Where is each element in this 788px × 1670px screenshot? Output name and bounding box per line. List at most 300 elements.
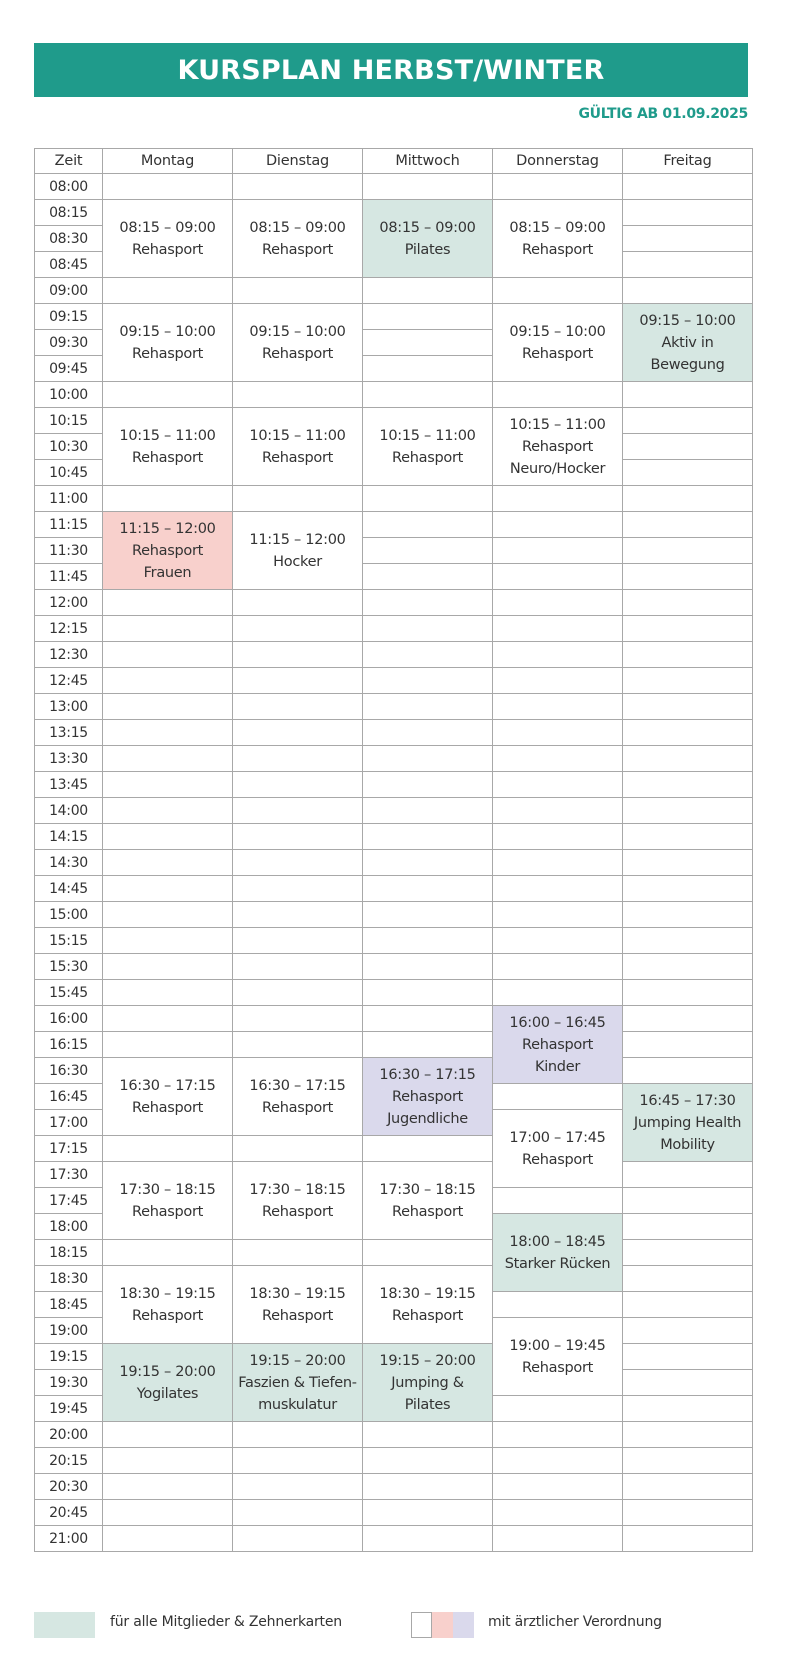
- time-label: 15:30: [34, 953, 103, 980]
- slot-mittwoch: [362, 797, 493, 824]
- course-name: Rehasport: [262, 241, 333, 258]
- slot-mittwoch: [362, 1525, 493, 1552]
- slot-donnerstag: [492, 563, 623, 590]
- slot-montag: [102, 693, 233, 720]
- slot-mittwoch: [362, 537, 493, 564]
- slot-freitag: [622, 1161, 753, 1188]
- slot-dienstag: [232, 693, 363, 720]
- slot-freitag: [622, 199, 753, 226]
- slot-montag: [102, 589, 233, 616]
- course-time: 19:15 – 20:00: [379, 1352, 476, 1369]
- slot-mittwoch: [362, 1499, 493, 1526]
- course-time: 08:15 – 09:00: [379, 219, 476, 236]
- slot-freitag: [622, 485, 753, 512]
- slot-mittwoch: [362, 589, 493, 616]
- slot-donnerstag: [492, 979, 623, 1006]
- time-label: 11:45: [34, 563, 103, 590]
- course-name: Rehasport: [132, 241, 203, 258]
- slot-mittwoch: [362, 953, 493, 980]
- course-name: muskulatur: [258, 1396, 337, 1413]
- course-time: 11:15 – 12:00: [119, 520, 216, 537]
- time-label: 20:30: [34, 1473, 103, 1500]
- time-label: 15:15: [34, 927, 103, 954]
- slot-mittwoch: [362, 277, 493, 304]
- slot-dienstag: [232, 771, 363, 798]
- course-name: Rehasport: [522, 438, 593, 455]
- slot-freitag: [622, 927, 753, 954]
- course-donnerstag: [492, 1213, 623, 1292]
- slot-dienstag: [232, 277, 363, 304]
- slot-mittwoch: [362, 875, 493, 902]
- slot-donnerstag: [492, 901, 623, 928]
- time-label: 11:00: [34, 485, 103, 512]
- slot-mittwoch: [362, 1135, 493, 1162]
- slot-mittwoch: [362, 667, 493, 694]
- course-name: Rehasport: [522, 241, 593, 258]
- slot-mittwoch: [362, 693, 493, 720]
- course-montag: [102, 199, 233, 278]
- course-name: Rehasport: [262, 449, 333, 466]
- slot-donnerstag: [492, 1395, 623, 1422]
- course-name: Rehasport: [522, 345, 593, 362]
- slot-montag: [102, 875, 233, 902]
- course-name: Rehasport: [262, 1307, 333, 1324]
- course-time: 16:30 – 17:15: [119, 1077, 216, 1094]
- time-label: 17:00: [34, 1109, 103, 1136]
- course-name: Aktiv in: [661, 334, 714, 351]
- course-montag: [102, 1057, 233, 1136]
- slot-freitag: [622, 1525, 753, 1552]
- course-name: Rehasport: [522, 1036, 593, 1053]
- course-montag: [102, 1343, 233, 1422]
- time-label: 19:45: [34, 1395, 103, 1422]
- slot-freitag: [622, 511, 753, 538]
- course-name: Jugendliche: [387, 1110, 468, 1127]
- slot-mittwoch: [362, 303, 493, 330]
- slot-donnerstag: [492, 771, 623, 798]
- slot-mittwoch: [362, 1031, 493, 1058]
- slot-mittwoch: [362, 771, 493, 798]
- slot-montag: [102, 953, 233, 980]
- course-donnerstag: [492, 407, 623, 486]
- slot-montag: [102, 849, 233, 876]
- course-mittwoch: [362, 1343, 493, 1422]
- legend-prescription-label: mit ärztlicher Verordnung: [488, 1614, 662, 1630]
- course-montag: [102, 511, 233, 590]
- course-time: 10:15 – 11:00: [379, 427, 476, 444]
- slot-freitag: [622, 1057, 753, 1084]
- course-time: 09:15 – 10:00: [639, 312, 736, 329]
- slot-donnerstag: [492, 1525, 623, 1552]
- time-label: 08:30: [34, 225, 103, 252]
- course-name: Rehasport: [132, 1099, 203, 1116]
- course-time: 19:15 – 20:00: [119, 1363, 216, 1380]
- slot-dienstag: [232, 1135, 363, 1162]
- slot-mittwoch: [362, 1473, 493, 1500]
- slot-freitag: [622, 823, 753, 850]
- time-label: 08:45: [34, 251, 103, 278]
- slot-freitag: [622, 563, 753, 590]
- course-time: 16:00 – 16:45: [509, 1014, 606, 1031]
- legend-swatch-members: [34, 1612, 95, 1638]
- course-freitag: [622, 1083, 753, 1162]
- time-label: 10:30: [34, 433, 103, 460]
- slot-montag: [102, 771, 233, 798]
- slot-dienstag: [232, 719, 363, 746]
- course-donnerstag: [492, 199, 623, 278]
- course-name: Rehasport: [392, 1307, 463, 1324]
- course-dienstag: [232, 511, 363, 590]
- course-dienstag: [232, 199, 363, 278]
- slot-mittwoch: [362, 485, 493, 512]
- slot-donnerstag: [492, 849, 623, 876]
- schedule-grid: [34, 148, 758, 1559]
- slot-mittwoch: [362, 979, 493, 1006]
- time-label: 13:45: [34, 771, 103, 798]
- slot-montag: [102, 485, 233, 512]
- course-time: 10:15 – 11:00: [119, 427, 216, 444]
- slot-freitag: [622, 537, 753, 564]
- slot-montag: [102, 173, 233, 200]
- course-name: Pilates: [404, 1396, 451, 1413]
- slot-montag: [102, 1421, 233, 1448]
- course-name: Yogilates: [136, 1385, 199, 1402]
- slot-freitag: [622, 251, 753, 278]
- slot-freitag: [622, 1005, 753, 1032]
- course-mittwoch: [362, 1057, 493, 1136]
- time-label: 17:15: [34, 1135, 103, 1162]
- slot-montag: [102, 927, 233, 954]
- course-name: Rehasport: [132, 542, 203, 559]
- course-name: Rehasport: [262, 1203, 333, 1220]
- course-name: Jumping &: [391, 1374, 464, 1391]
- slot-dienstag: [232, 823, 363, 850]
- slot-dienstag: [232, 1421, 363, 1448]
- slot-donnerstag: [492, 589, 623, 616]
- slot-montag: [102, 1031, 233, 1058]
- time-label: 20:15: [34, 1447, 103, 1474]
- legend-swatch-lavender: [453, 1612, 474, 1638]
- slot-freitag: [622, 1265, 753, 1292]
- slot-freitag: [622, 173, 753, 200]
- slot-dienstag: [232, 485, 363, 512]
- slot-donnerstag: [492, 615, 623, 642]
- slot-montag: [102, 823, 233, 850]
- slot-montag: [102, 1499, 233, 1526]
- time-label: 15:00: [34, 901, 103, 928]
- course-montag: [102, 303, 233, 382]
- course-donnerstag: [492, 1005, 623, 1084]
- time-label: 19:30: [34, 1369, 103, 1396]
- course-name: Mobility: [660, 1136, 715, 1153]
- course-name: Faszien & Tiefen-: [238, 1374, 357, 1391]
- slot-montag: [102, 797, 233, 824]
- time-label: 20:45: [34, 1499, 103, 1526]
- slot-dienstag: [232, 615, 363, 642]
- time-label: 13:15: [34, 719, 103, 746]
- slot-freitag: [622, 615, 753, 642]
- slot-mittwoch: [362, 355, 493, 382]
- slot-freitag: [622, 1239, 753, 1266]
- slot-dienstag: [232, 173, 363, 200]
- slot-freitag: [622, 277, 753, 304]
- slot-freitag: [622, 641, 753, 668]
- slot-montag: [102, 745, 233, 772]
- slot-dienstag: [232, 667, 363, 694]
- slot-dienstag: [232, 901, 363, 928]
- slot-montag: [102, 381, 233, 408]
- course-name: Rehasport: [392, 449, 463, 466]
- slot-dienstag: [232, 1239, 363, 1266]
- slot-donnerstag: [492, 1499, 623, 1526]
- time-label: 15:45: [34, 979, 103, 1006]
- time-label: 21:00: [34, 1525, 103, 1552]
- slot-dienstag: [232, 1005, 363, 1032]
- slot-freitag: [622, 1213, 753, 1240]
- header-freitag: Freitag: [622, 148, 753, 174]
- slot-freitag: [622, 745, 753, 772]
- course-name: Rehasport: [132, 1307, 203, 1324]
- time-label: 16:45: [34, 1083, 103, 1110]
- slot-dienstag: [232, 745, 363, 772]
- course-donnerstag: [492, 1317, 623, 1396]
- time-label: 12:00: [34, 589, 103, 616]
- slot-freitag: [622, 1395, 753, 1422]
- slot-freitag: [622, 433, 753, 460]
- course-dienstag: [232, 407, 363, 486]
- time-label: 09:45: [34, 355, 103, 382]
- course-name: Pilates: [404, 241, 451, 258]
- course-mittwoch: [362, 1265, 493, 1344]
- course-montag: [102, 407, 233, 486]
- time-label: 08:15: [34, 199, 103, 226]
- slot-donnerstag: [492, 173, 623, 200]
- slot-dienstag: [232, 953, 363, 980]
- course-name: Rehasport: [262, 1099, 333, 1116]
- time-label: 19:00: [34, 1317, 103, 1344]
- time-label: 14:30: [34, 849, 103, 876]
- course-time: 16:45 – 17:30: [639, 1092, 736, 1109]
- slot-montag: [102, 979, 233, 1006]
- course-time: 08:15 – 09:00: [249, 219, 346, 236]
- valid-from-label: GÜLTIG AB 01.09.2025: [578, 106, 748, 122]
- slot-donnerstag: [492, 1291, 623, 1318]
- course-dienstag: [232, 1343, 363, 1422]
- time-label: 13:00: [34, 693, 103, 720]
- page-title: KURSPLAN HERBST/WINTER: [34, 43, 748, 97]
- course-montag: [102, 1161, 233, 1240]
- slot-freitag: [622, 771, 753, 798]
- time-label: 17:30: [34, 1161, 103, 1188]
- slot-freitag: [622, 797, 753, 824]
- course-dienstag: [232, 1161, 363, 1240]
- slot-mittwoch: [362, 615, 493, 642]
- slot-mittwoch: [362, 719, 493, 746]
- time-label: 16:15: [34, 1031, 103, 1058]
- time-label: 13:30: [34, 745, 103, 772]
- slot-donnerstag: [492, 927, 623, 954]
- course-mittwoch: [362, 407, 493, 486]
- slot-mittwoch: [362, 849, 493, 876]
- course-time: 19:15 – 20:00: [249, 1352, 346, 1369]
- course-time: 17:00 – 17:45: [509, 1129, 606, 1146]
- slot-donnerstag: [492, 719, 623, 746]
- course-time: 08:15 – 09:00: [119, 219, 216, 236]
- course-montag: [102, 1265, 233, 1344]
- slot-mittwoch: [362, 563, 493, 590]
- slot-donnerstag: [492, 1421, 623, 1448]
- slot-dienstag: [232, 875, 363, 902]
- slot-mittwoch: [362, 823, 493, 850]
- slot-montag: [102, 719, 233, 746]
- header-time: Zeit: [34, 148, 103, 174]
- slot-freitag: [622, 849, 753, 876]
- course-time: 17:30 – 18:15: [249, 1181, 346, 1198]
- slot-montag: [102, 277, 233, 304]
- slot-freitag: [622, 459, 753, 486]
- course-name: Rehasport: [522, 1359, 593, 1376]
- slot-donnerstag: [492, 381, 623, 408]
- slot-donnerstag: [492, 693, 623, 720]
- slot-dienstag: [232, 797, 363, 824]
- slot-donnerstag: [492, 1083, 623, 1110]
- slot-dienstag: [232, 849, 363, 876]
- slot-freitag: [622, 381, 753, 408]
- slot-freitag: [622, 875, 753, 902]
- time-label: 09:00: [34, 277, 103, 304]
- slot-donnerstag: [492, 667, 623, 694]
- slot-montag: [102, 1135, 233, 1162]
- slot-mittwoch: [362, 745, 493, 772]
- slot-freitag: [622, 225, 753, 252]
- slot-donnerstag: [492, 1473, 623, 1500]
- slot-freitag: [622, 979, 753, 1006]
- slot-freitag: [622, 719, 753, 746]
- slot-dienstag: [232, 641, 363, 668]
- time-label: 17:45: [34, 1187, 103, 1214]
- slot-dienstag: [232, 927, 363, 954]
- course-name: Rehasport: [132, 1203, 203, 1220]
- time-label: 09:15: [34, 303, 103, 330]
- slot-mittwoch: [362, 901, 493, 928]
- time-label: 10:15: [34, 407, 103, 434]
- slot-freitag: [622, 693, 753, 720]
- time-label: 20:00: [34, 1421, 103, 1448]
- course-time: 18:30 – 19:15: [249, 1285, 346, 1302]
- time-label: 12:15: [34, 615, 103, 642]
- slot-donnerstag: [492, 537, 623, 564]
- slot-dienstag: [232, 1525, 363, 1552]
- time-label: 11:15: [34, 511, 103, 538]
- slot-freitag: [622, 1031, 753, 1058]
- slot-mittwoch: [362, 927, 493, 954]
- course-name: Bewegung: [650, 356, 725, 373]
- course-time: 10:15 – 11:00: [509, 416, 606, 433]
- course-time: 11:15 – 12:00: [249, 531, 346, 548]
- slot-dienstag: [232, 381, 363, 408]
- slot-mittwoch: [362, 511, 493, 538]
- slot-montag: [102, 1239, 233, 1266]
- course-name: Rehasport: [132, 345, 203, 362]
- slot-mittwoch: [362, 173, 493, 200]
- course-time: 16:30 – 17:15: [379, 1066, 476, 1083]
- slot-freitag: [622, 953, 753, 980]
- slot-dienstag: [232, 1031, 363, 1058]
- course-time: 18:30 – 19:15: [119, 1285, 216, 1302]
- slot-mittwoch: [362, 1421, 493, 1448]
- time-label: 16:00: [34, 1005, 103, 1032]
- slot-freitag: [622, 1421, 753, 1448]
- slot-freitag: [622, 1317, 753, 1344]
- course-time: 09:15 – 10:00: [249, 323, 346, 340]
- time-label: 18:45: [34, 1291, 103, 1318]
- time-label: 11:30: [34, 537, 103, 564]
- slot-freitag: [622, 1473, 753, 1500]
- slot-montag: [102, 1473, 233, 1500]
- slot-donnerstag: [492, 875, 623, 902]
- slot-montag: [102, 641, 233, 668]
- slot-montag: [102, 1005, 233, 1032]
- slot-mittwoch: [362, 1447, 493, 1474]
- slot-montag: [102, 667, 233, 694]
- course-dienstag: [232, 1265, 363, 1344]
- course-mittwoch: [362, 199, 493, 278]
- slot-freitag: [622, 667, 753, 694]
- header-mittwoch: Mittwoch: [362, 148, 493, 174]
- slot-mittwoch: [362, 329, 493, 356]
- slot-mittwoch: [362, 1005, 493, 1032]
- slot-mittwoch: [362, 641, 493, 668]
- slot-dienstag: [232, 1473, 363, 1500]
- slot-donnerstag: [492, 277, 623, 304]
- slot-freitag: [622, 901, 753, 928]
- time-label: 14:00: [34, 797, 103, 824]
- course-time: 19:00 – 19:45: [509, 1337, 606, 1354]
- course-time: 08:15 – 09:00: [509, 219, 606, 236]
- slot-montag: [102, 1447, 233, 1474]
- slot-montag: [102, 1525, 233, 1552]
- time-label: 12:30: [34, 641, 103, 668]
- course-time: 09:15 – 10:00: [509, 323, 606, 340]
- slot-dienstag: [232, 1499, 363, 1526]
- course-time: 18:30 – 19:15: [379, 1285, 476, 1302]
- time-label: 16:30: [34, 1057, 103, 1084]
- course-name: Rehasport: [522, 1151, 593, 1168]
- course-name: Rehasport: [392, 1203, 463, 1220]
- time-label: 18:15: [34, 1239, 103, 1266]
- slot-mittwoch: [362, 381, 493, 408]
- time-label: 10:45: [34, 459, 103, 486]
- course-time: 17:30 – 18:15: [119, 1181, 216, 1198]
- slot-donnerstag: [492, 1447, 623, 1474]
- slot-freitag: [622, 407, 753, 434]
- course-mittwoch: [362, 1161, 493, 1240]
- slot-donnerstag: [492, 745, 623, 772]
- course-time: 10:15 – 11:00: [249, 427, 346, 444]
- legend-swatch-pink: [432, 1612, 453, 1638]
- slot-donnerstag: [492, 641, 623, 668]
- course-name: Rehasport: [132, 449, 203, 466]
- slot-donnerstag: [492, 511, 623, 538]
- slot-dienstag: [232, 1447, 363, 1474]
- slot-dienstag: [232, 979, 363, 1006]
- time-label: 18:30: [34, 1265, 103, 1292]
- slot-mittwoch: [362, 1239, 493, 1266]
- course-name: Frauen: [143, 564, 192, 581]
- slot-freitag: [622, 1447, 753, 1474]
- slot-freitag: [622, 1291, 753, 1318]
- course-time: 09:15 – 10:00: [119, 323, 216, 340]
